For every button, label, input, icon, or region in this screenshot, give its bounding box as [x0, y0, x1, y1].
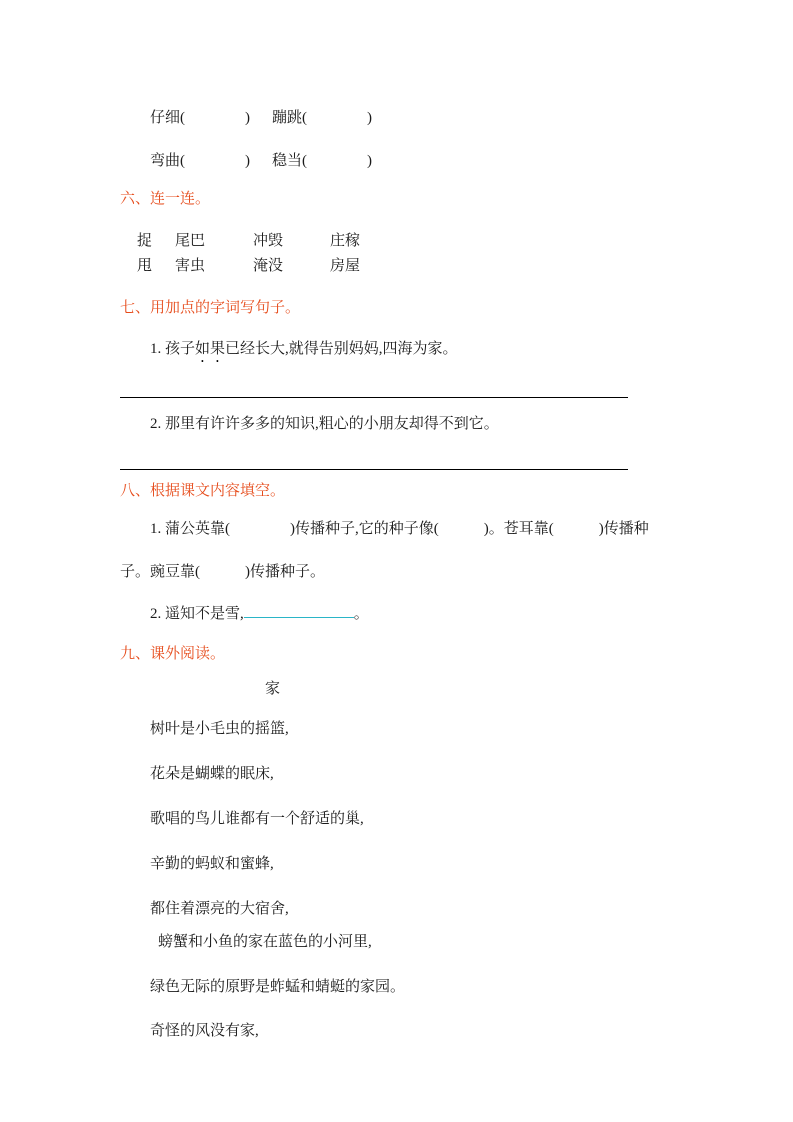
word-blank: 蹦跳( ) [272, 110, 372, 126]
section-nine-heading: 九、课外阅读。 [120, 646, 226, 662]
match-word: 冲毁 [253, 233, 284, 249]
fill-blank-line: 子。豌豆靠( )传播种子。 [120, 564, 325, 580]
fill-blank-line [150, 604, 673, 624]
match-word: 捉 [137, 233, 153, 249]
poem-line: 辛勤的蚂蚁和蜜蜂, [150, 856, 274, 872]
fill-blank-line: 1. 蒲公英靠( )传播种子,它的种子像( )。苍耳靠( )传播种 [150, 521, 649, 537]
word-blank: 仔细( ) [150, 110, 250, 126]
emphasis-dotted-text: 如果 [195, 341, 226, 357]
poem-quote-suffix: 。 [353, 606, 369, 622]
match-word: 尾巴 [175, 233, 206, 249]
match-word: 甩 [137, 258, 153, 274]
poem-line: 花朵是蝴蝶的眠床, [150, 766, 274, 782]
word-completion-row [150, 151, 673, 171]
sentence-rest: 已经长大,就得告别妈妈,四海为家。 [225, 341, 458, 357]
poem-line: 都住着漂亮的大宿舍, [150, 901, 289, 917]
word-blank: 稳当( ) [272, 153, 372, 169]
section-six-heading: 六、连一连。 [120, 191, 211, 207]
match-exercise [137, 229, 673, 279]
match-word: 淹没 [253, 258, 284, 274]
match-word: 庄稼 [330, 233, 361, 249]
answer-line [120, 397, 628, 398]
answer-line [120, 469, 628, 470]
poem-line: 奇怪的风没有家, [150, 1023, 259, 1039]
sentence-prefix: 1. 孩子 [150, 341, 196, 357]
poem-line: 树叶是小毛虫的摇篮, [150, 721, 289, 737]
poem-line: 绿色无际的原野是蚱蜢和蜻蜓的家园。 [150, 979, 406, 995]
poem-title: 家 [265, 681, 281, 697]
match-word: 害虫 [175, 258, 206, 274]
poem-line: 歌唱的鸟儿谁都有一个舒适的巢, [150, 811, 364, 827]
section-eight-heading: 八、根据课文内容填空。 [120, 483, 286, 499]
sentence-item: 2. 那里有许许多多的知识,粗心的小朋友却得不到它。 [150, 416, 499, 432]
match-row [137, 254, 673, 279]
poem-line: 螃蟹和小鱼的家在蓝色的小河里, [158, 934, 372, 950]
match-row [137, 229, 673, 254]
word-blank: 弯曲( ) [150, 153, 250, 169]
match-word: 房屋 [330, 258, 361, 274]
sentence-item [150, 339, 673, 366]
blank-underline [244, 604, 354, 618]
poem-quote-prefix: 2. 遥知不是雪, [150, 606, 244, 622]
section-seven-heading: 七、用加点的字词写句子。 [120, 300, 301, 316]
word-completion-row [150, 108, 673, 128]
